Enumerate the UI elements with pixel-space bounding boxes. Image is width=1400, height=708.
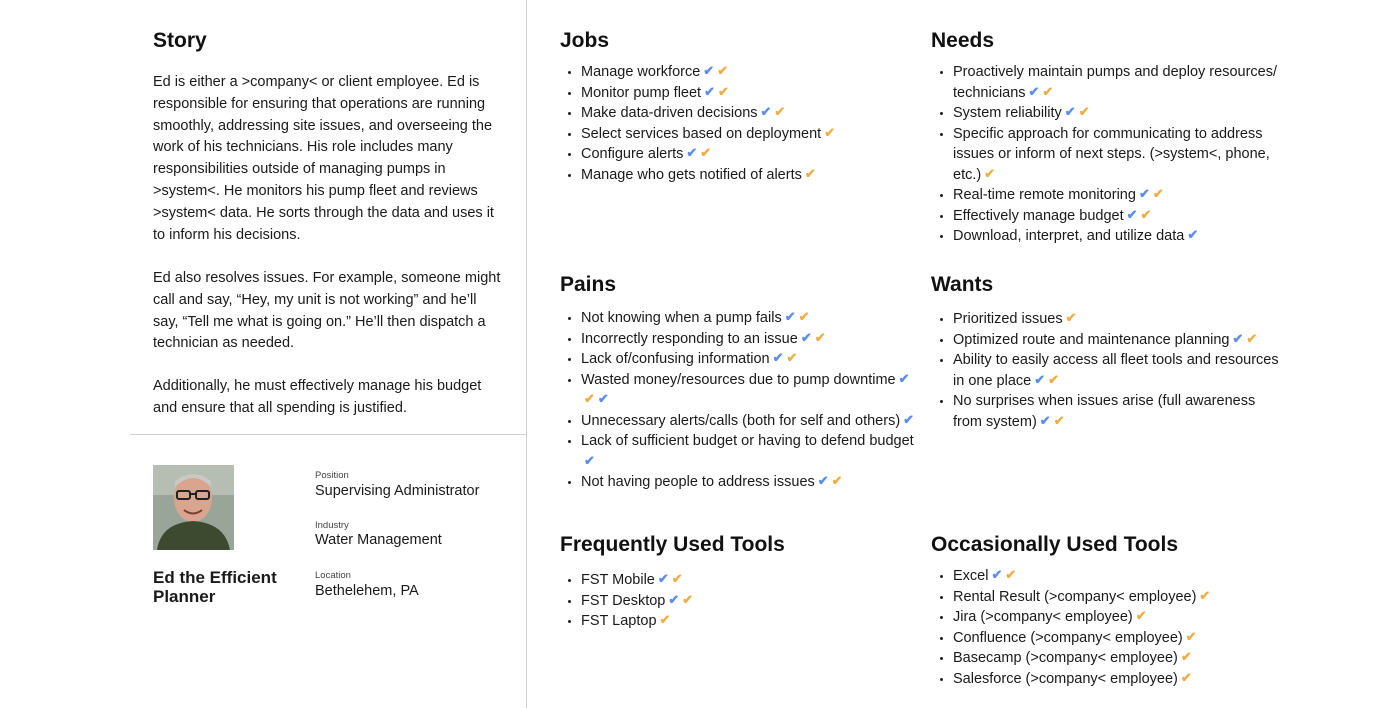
orange-check-icon: ✔ xyxy=(1246,330,1258,346)
list-item-text: Manage workforce xyxy=(581,64,701,80)
industry-label: Industry xyxy=(315,520,349,531)
list-item xyxy=(581,611,881,632)
jobs-heading: Jobs xyxy=(560,29,610,52)
blue-check-icon: ✔ xyxy=(704,83,715,99)
list-item-text: Specific approach for communicating to address issues or inform of next steps. (>system<, phone, etc.) xyxy=(953,125,1270,183)
list-item xyxy=(953,103,1289,124)
list-item xyxy=(581,431,917,472)
story-paragraph-2: Ed also resolves issues. For example, someone might call and say, “Hey, my unit is not working” and he’ll say, “Tell me what is going on.” He’ll then dispatch a technician as needed. xyxy=(153,270,501,352)
needs-heading: Needs xyxy=(931,29,995,52)
orange-check-icon: ✔ xyxy=(1152,186,1164,201)
list-item-text: No surprises when issues arise (full awareness from system) xyxy=(953,393,1256,430)
column-divider xyxy=(526,0,527,708)
orange-check-icon: ✔ xyxy=(824,124,836,140)
list-item xyxy=(953,607,1283,628)
list-item-text: Real-time remote monitoring xyxy=(953,187,1136,203)
blue-check-icon: ✔ xyxy=(668,591,680,607)
frequent-tools-list xyxy=(560,570,881,632)
list-item xyxy=(581,370,917,411)
orange-check-icon: ✔ xyxy=(1180,649,1192,664)
pains-heading: Pains xyxy=(560,273,617,296)
blue-check-icon: ✔ xyxy=(898,370,910,386)
orange-check-icon: ✔ xyxy=(804,165,816,181)
story-paragraph-1: Ed is either a >company< or client employee. Ed is responsible for ensuring that operations are running smoothly, addressing site issues, and overseeing the work of his technicians. His role includes many responsibilities outside of managing pumps in >system<. He monitors his pump fleet and reviews >system< data. He sorts through the data and uses it to inform his decisions. xyxy=(153,74,494,243)
orange-check-icon: ✔ xyxy=(1140,206,1152,222)
blue-check-icon: ✔ xyxy=(1028,83,1040,99)
list-item-text: Download, interpret, and utilize data xyxy=(953,228,1185,244)
list-item xyxy=(953,309,1281,330)
orange-check-icon: ✔ xyxy=(774,104,786,119)
wants-list xyxy=(932,309,1281,432)
list-item xyxy=(581,103,931,124)
orange-check-icon: ✔ xyxy=(831,473,843,488)
list-item-text: Monitor pump fleet xyxy=(581,84,702,101)
list-item-text: System reliability xyxy=(953,105,1062,121)
blue-check-icon: ✔ xyxy=(991,567,1003,582)
blue-check-icon: ✔ xyxy=(584,452,595,468)
list-item-text: Ability to easily access all fleet tools and resources in one place xyxy=(953,352,1279,389)
orange-check-icon: ✔ xyxy=(718,83,729,99)
list-item-text: Rental Result (>company< employee) xyxy=(953,588,1197,605)
list-item-text: Wasted money/resources due to pump downtime xyxy=(581,371,896,388)
orange-check-icon: ✔ xyxy=(1048,371,1060,387)
orange-check-icon: ✔ xyxy=(1078,104,1090,119)
location-value: Bethelehem, PA xyxy=(315,583,419,599)
list-item xyxy=(581,570,881,591)
story-heading: Story xyxy=(153,29,207,52)
list-item-text: Incorrectly responding to an issue xyxy=(581,330,798,347)
blue-check-icon: ✔ xyxy=(703,63,715,78)
list-item xyxy=(953,350,1281,391)
orange-check-icon: ✔ xyxy=(1135,608,1147,623)
list-item xyxy=(581,472,917,493)
list-item-text: Proactively maintain pumps and deploy resources/ technicians xyxy=(953,64,1277,101)
list-item xyxy=(581,349,917,370)
list-item xyxy=(581,83,931,104)
orange-check-icon: ✔ xyxy=(814,329,826,345)
story-divider xyxy=(130,434,527,435)
orange-check-icon: ✔ xyxy=(682,591,694,607)
list-item-text: Make data-driven decisions xyxy=(581,105,758,121)
list-item xyxy=(953,226,1289,247)
orange-check-icon: ✔ xyxy=(798,309,810,324)
position-value: Supervising Administrator xyxy=(315,483,480,499)
list-item xyxy=(581,165,931,186)
list-item-text: Unnecessary alerts/calls (both for self and others) xyxy=(581,412,901,429)
list-item-text: Lack of sufficient budget or having to defend budget xyxy=(581,433,914,449)
blue-check-icon: ✔ xyxy=(1126,206,1138,222)
position-label: Position xyxy=(315,470,349,481)
list-item-text: Effectively manage budget xyxy=(953,207,1124,224)
orange-check-icon: ✔ xyxy=(1042,83,1054,99)
list-item xyxy=(581,144,931,165)
list-item-text: Jira (>company< employee) xyxy=(953,609,1133,625)
list-item xyxy=(953,566,1283,587)
orange-check-icon: ✔ xyxy=(984,165,996,181)
list-item xyxy=(953,124,1289,186)
orange-check-icon: ✔ xyxy=(671,571,683,586)
blue-check-icon: ✔ xyxy=(1187,227,1199,242)
orange-check-icon: ✔ xyxy=(584,391,595,406)
wants-heading: Wants xyxy=(931,273,994,296)
orange-check-icon: ✔ xyxy=(700,145,712,160)
orange-check-icon: ✔ xyxy=(1005,567,1017,582)
blue-check-icon: ✔ xyxy=(1232,330,1244,346)
list-item-text: Optimized route and maintenance planning xyxy=(953,331,1230,348)
list-item xyxy=(581,411,917,432)
list-item xyxy=(953,587,1283,608)
list-item-text: Configure alerts xyxy=(581,146,684,162)
list-item-text: Confluence (>company< employee) xyxy=(953,629,1183,646)
list-item-text: Lack of/confusing information xyxy=(581,351,770,367)
orange-check-icon: ✔ xyxy=(1185,628,1197,644)
list-item-text: Manage who gets notified of alerts xyxy=(581,166,802,183)
blue-check-icon: ✔ xyxy=(657,571,669,586)
list-item-text: FST Desktop xyxy=(581,592,666,609)
blue-check-icon: ✔ xyxy=(760,104,772,119)
blue-check-icon: ✔ xyxy=(1039,412,1051,428)
orange-check-icon: ✔ xyxy=(717,63,729,78)
needs-list xyxy=(932,62,1289,247)
list-item xyxy=(953,185,1289,206)
list-item xyxy=(581,591,881,612)
list-item-text: Excel xyxy=(953,568,989,584)
blue-check-icon: ✔ xyxy=(784,309,796,324)
blue-check-icon: ✔ xyxy=(772,350,784,365)
jobs-list xyxy=(560,62,931,185)
list-item-text: Basecamp (>company< employee) xyxy=(953,650,1178,666)
list-item xyxy=(953,391,1281,432)
blue-check-icon: ✔ xyxy=(1034,371,1046,387)
orange-check-icon: ✔ xyxy=(659,612,671,627)
blue-check-icon: ✔ xyxy=(800,329,812,345)
list-item-text: Not having people to address issues xyxy=(581,474,815,490)
list-item xyxy=(953,669,1283,690)
location-label: Location xyxy=(315,570,351,581)
list-item xyxy=(953,62,1289,103)
list-item xyxy=(581,308,917,329)
blue-check-icon: ✔ xyxy=(1064,104,1076,119)
blue-check-icon: ✔ xyxy=(817,473,829,488)
list-item-text: Not knowing when a pump fails xyxy=(581,310,782,326)
orange-check-icon: ✔ xyxy=(786,350,798,365)
list-item xyxy=(581,329,917,350)
blue-check-icon: ✔ xyxy=(686,145,698,160)
persona-name: Ed the Efficient Planner xyxy=(153,568,277,606)
list-item-text: FST Laptop xyxy=(581,613,657,629)
orange-check-icon: ✔ xyxy=(1180,669,1192,685)
blue-check-icon: ✔ xyxy=(903,411,915,427)
list-item xyxy=(953,628,1283,649)
occasional-tools-list xyxy=(932,566,1283,689)
blue-check-icon: ✔ xyxy=(597,391,609,406)
list-item xyxy=(953,330,1281,351)
story-paragraph-3: Additionally, he must effectively manage his budget and ensure that all spending is justified. xyxy=(153,378,482,416)
list-item xyxy=(953,648,1283,669)
orange-check-icon: ✔ xyxy=(1199,587,1211,603)
list-item xyxy=(581,62,931,83)
list-item-text: Select services based on deployment xyxy=(581,125,822,142)
frequent-tools-heading: Frequently Used Tools xyxy=(560,533,785,556)
list-item xyxy=(953,206,1289,227)
pains-list xyxy=(560,308,917,493)
list-item-text: FST Mobile xyxy=(581,572,655,588)
list-item-text: Salesforce (>company< employee) xyxy=(953,670,1178,687)
industry-value: Water Management xyxy=(315,532,442,548)
persona-avatar xyxy=(153,465,234,550)
list-item-text: Prioritized issues xyxy=(953,311,1063,327)
occasional-tools-heading: Occasionally Used Tools xyxy=(931,533,1179,556)
orange-check-icon: ✔ xyxy=(1065,310,1077,325)
blue-check-icon: ✔ xyxy=(1138,186,1150,201)
list-item xyxy=(581,124,931,145)
orange-check-icon: ✔ xyxy=(1053,412,1065,428)
